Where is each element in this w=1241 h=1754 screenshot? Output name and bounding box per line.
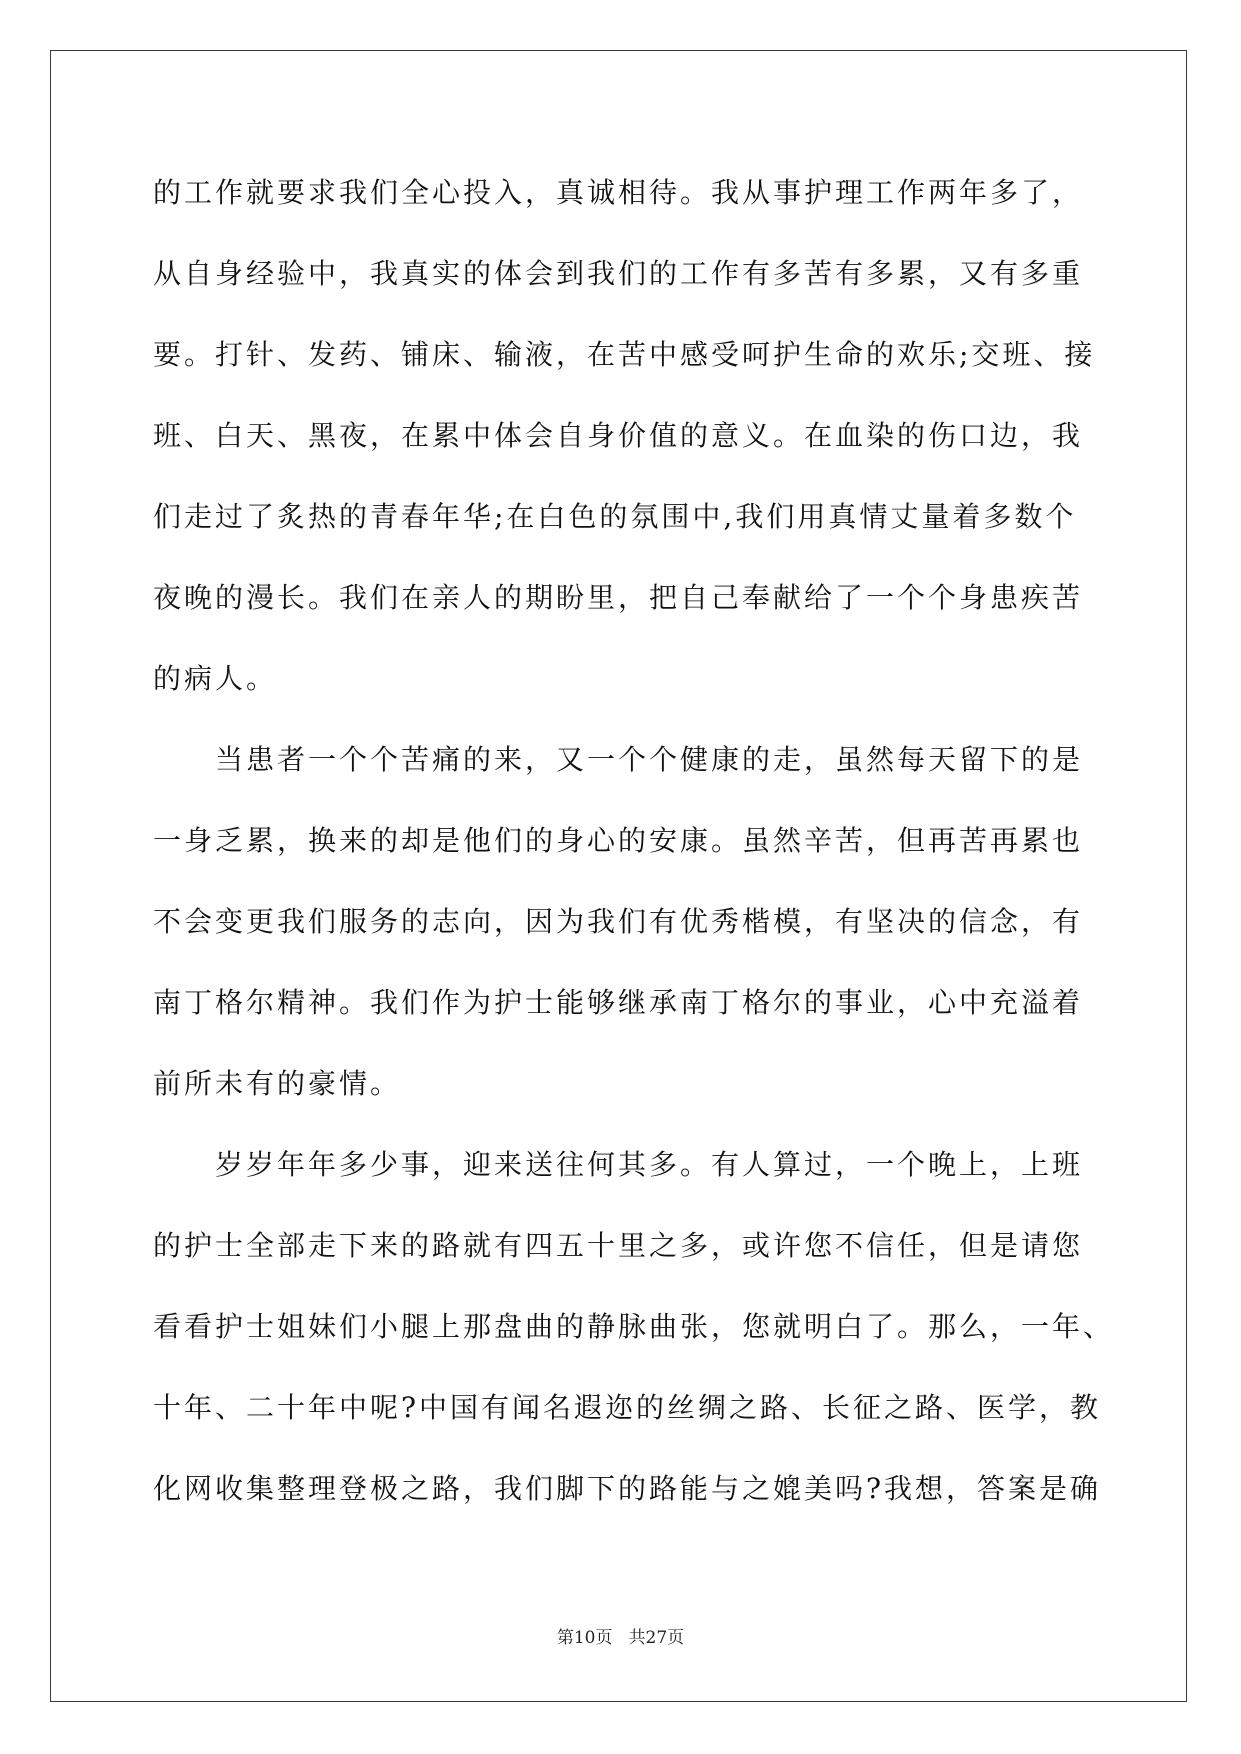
text-line: 岁岁年年多少事，迎来送往何其多。有人算过，一个晚上，上班 [215,1148,1084,1181]
text-line: 不会变更我们服务的志向，因为我们有优秀楷模，有坚决的信念，有 [153,905,1084,938]
document-body [153,152,1113,1529]
text-line: 当患者一个个苦痛的来，又一个个健康的走，虽然每天留下的是 [215,743,1084,776]
page-total: 共27页 [628,1628,685,1648]
paragraph [153,152,1113,719]
page-footer [0,1624,1241,1652]
text-line: 们走过了炙热的青春年华;在白色的氛围中,我们用真情丈量着多数个 [153,500,1077,533]
text-line: 要。打针、发药、铺床、输液，在苦中感受呵护生命的欢乐;交班、接 [153,338,1096,371]
text-line: 班、白天、黑夜，在累中体会自身价值的意义。在血染的伤口边，我 [153,419,1084,452]
paragraph [153,719,1113,1124]
text-line: 看看护士姐妹们小腿上那盘曲的静脉曲张，您就明白了。那么，一年、 [153,1310,1115,1343]
text-line: 前所未有的豪情。 [153,1067,402,1100]
text-line: 的工作就要求我们全心投入，真诚相待。我从事护理工作两年多了， [153,176,1084,209]
text-line: 十年、二十年中呢?中国有闻名遐迩的丝绸之路、长征之路、医学，教 [153,1391,1102,1424]
text-line: 的病人。 [153,662,278,695]
text-line: 从自身经验中，我真实的体会到我们的工作有多苦有多累，又有多重 [153,257,1084,290]
text-line: 的护士全部走下来的路就有四五十里之多，或许您不信任，但是请您 [153,1229,1084,1262]
text-line: 化网收集整理登极之路，我们脚下的路能与之媲美吗?我想，答案是确 [153,1472,1102,1505]
text-line: 一身乏累，换来的却是他们的身心的安康。虽然辛苦，但再苦再累也 [153,824,1084,857]
page-number: 第10页 [556,1628,613,1648]
paragraph [153,1124,1113,1529]
text-line: 夜晚的漫长。我们在亲人的期盼里，把自己奉献给了一个个身患疾苦 [153,581,1084,614]
text-line: 南丁格尔精神。我们作为护士能够继承南丁格尔的事业，心中充溢着 [153,986,1084,1019]
